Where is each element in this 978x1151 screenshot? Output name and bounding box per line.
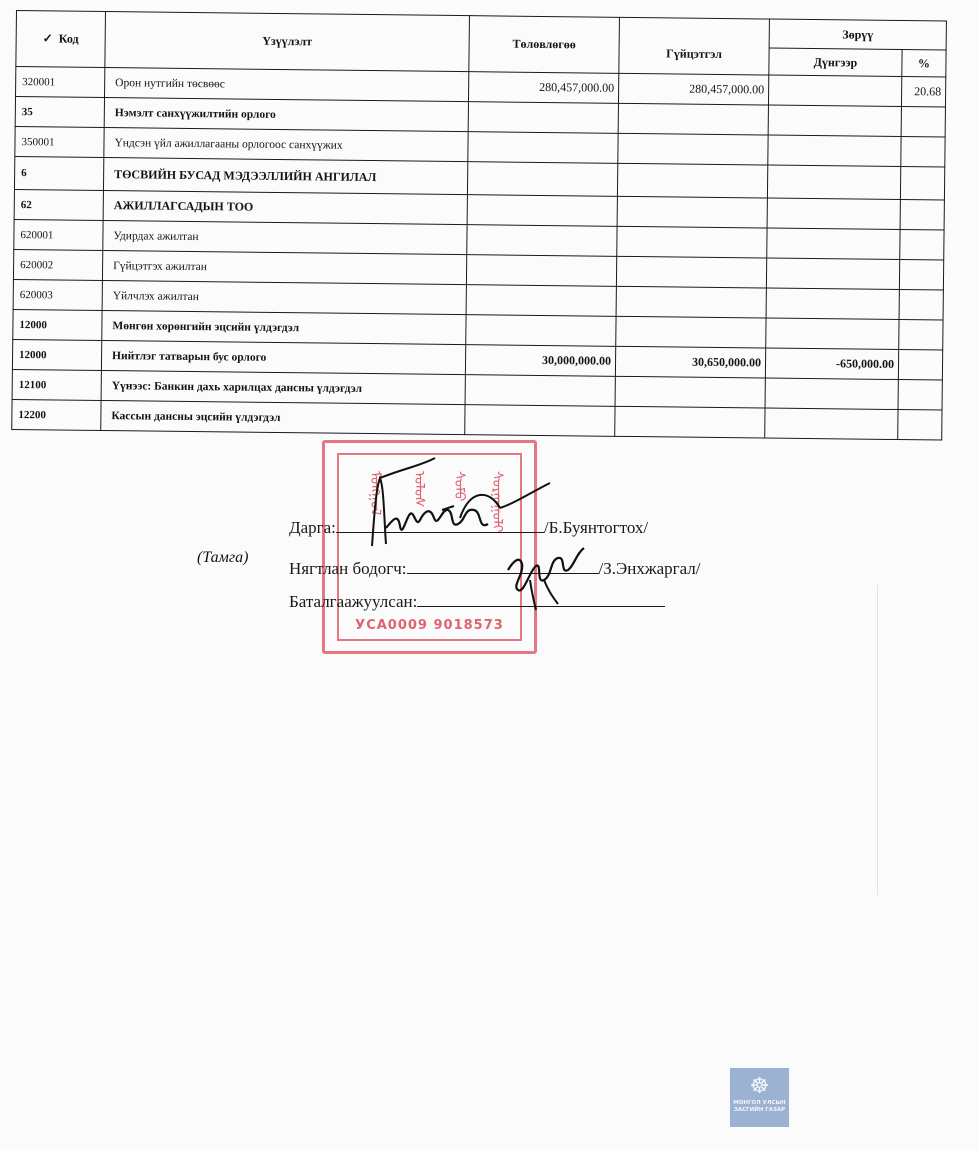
director-signature-line	[289, 516, 648, 538]
cell-actual: 30,650,000.00	[615, 346, 765, 378]
cell-description: Кассын дансны эцсийн үлдэгдэл	[101, 400, 465, 434]
cell-percent	[900, 200, 944, 230]
cell-code: 620002	[13, 249, 102, 280]
cell-percent	[901, 107, 945, 137]
cell-plan: 30,000,000.00	[465, 345, 615, 377]
cell-description: Нийтлэг татварын бус орлого	[101, 340, 465, 374]
stamp-script-column: ᠰᠤᠮᠤ	[451, 471, 467, 502]
soyombo-icon: ☸	[749, 1074, 770, 1099]
cell-percent	[899, 290, 943, 320]
cell-actual	[617, 163, 767, 198]
cell-actual	[615, 406, 765, 438]
cell-actual	[617, 226, 767, 258]
accountant-signature-line	[289, 557, 701, 579]
header-balance: Дүнгээр	[769, 48, 902, 77]
check-mark-icon: ✓	[42, 31, 53, 46]
cell-percent	[900, 167, 944, 200]
stamp-script-column: ᠮᠣᠩᠭᠣᠯ	[367, 471, 383, 516]
cell-percent	[901, 137, 945, 167]
cell-percent	[898, 410, 942, 440]
verified-label: Баталгаажуулсан:	[289, 592, 418, 611]
cell-balance	[766, 258, 899, 290]
header-actual: Гүйцэтгэл	[619, 17, 770, 75]
cell-actual	[617, 196, 767, 228]
verification-line	[289, 590, 665, 612]
cell-plan	[466, 285, 616, 317]
cell-plan	[466, 255, 616, 287]
stamp-note: (Тамга)	[197, 549, 249, 566]
cell-plan	[465, 375, 615, 407]
cell-plan	[466, 315, 616, 347]
cell-actual: 280,457,000.00	[618, 73, 768, 105]
cell-balance	[768, 135, 901, 167]
cell-code: 12200	[12, 399, 101, 430]
signature-underline	[407, 557, 599, 574]
cell-code: 350001	[15, 126, 104, 157]
stamp-script-column: ᠤᠯᠤᠰ	[411, 471, 427, 508]
cell-percent: 20.68	[901, 77, 945, 107]
table-body	[12, 67, 946, 441]
cell-code: 12100	[12, 369, 101, 400]
director-name: /Б.Буянтогтох/	[543, 518, 649, 537]
cell-plan	[468, 132, 618, 164]
header-code: ✓ Код	[16, 11, 106, 68]
cell-plan	[467, 225, 617, 257]
cell-code: 620003	[13, 279, 102, 310]
cell-actual	[616, 256, 766, 288]
signature-underline	[336, 516, 544, 533]
cell-balance	[766, 288, 899, 320]
cell-description: АЖИЛЛАГСАДЫН ТОО	[103, 191, 467, 225]
official-stamp	[322, 440, 537, 654]
cell-description: Гүйцэтгэх ажилтан	[102, 250, 466, 284]
cell-actual	[615, 376, 765, 408]
cell-balance	[766, 318, 899, 350]
cell-description: Үйлчлэх ажилтан	[102, 280, 466, 314]
director-label: Дарга:	[289, 518, 336, 537]
cell-percent	[898, 350, 942, 380]
cell-balance	[767, 165, 900, 200]
cell-code: 6	[14, 156, 103, 190]
cell-percent	[898, 380, 942, 410]
header-percent: %	[902, 50, 946, 77]
cell-code: 320001	[16, 67, 105, 98]
cell-percent	[899, 320, 943, 350]
cell-plan: 280,457,000.00	[468, 72, 618, 104]
header-description: Үзүүлэлт	[105, 12, 470, 72]
budget-report-sheet	[11, 10, 946, 441]
cell-code: 12000	[13, 309, 102, 340]
government-logo	[730, 1068, 789, 1127]
cell-description: Үүнээс: Банкин дахь харилцах дансны үлдэгдэл	[101, 370, 465, 404]
cell-description: Үндсэн үйл ажиллагааны орлогоос санхүүжих	[104, 128, 468, 162]
cell-actual	[618, 103, 768, 135]
cell-code: 12000	[12, 339, 101, 370]
cell-percent	[900, 230, 944, 260]
cell-balance	[767, 198, 900, 230]
cell-plan	[467, 162, 617, 197]
logo-caption-line1: МОНГОЛ УЛСЫН	[733, 1100, 786, 1106]
cell-actual	[616, 316, 766, 348]
cell-description: Мөнгөн хөрөнгийн эцсийн үлдэгдэл	[102, 310, 466, 344]
scan-edge-line	[877, 585, 878, 895]
cell-plan	[468, 102, 618, 134]
signature-underline	[417, 590, 665, 607]
cell-plan	[465, 405, 615, 437]
stamp-script-column: ᠰᠤᠷᠭᠠᠭᠤᠯᠢ	[489, 471, 505, 533]
accountant-label: Нягтлан бодогч:	[289, 559, 407, 578]
budget-table	[11, 10, 947, 441]
header-difference: Зөрүү	[769, 19, 946, 50]
logo-caption-line2: ЗАСГИЙН ГАЗАР	[733, 1107, 786, 1113]
cell-balance	[765, 408, 898, 440]
cell-code: 62	[14, 189, 103, 220]
cell-description: Орон нутгийн төсвөөс	[105, 68, 469, 102]
cell-balance	[768, 105, 901, 137]
stamp-code: УСА0009 9018573	[355, 618, 504, 633]
cell-description: ТӨСВИЙН БУСАД МЭДЭЭЛЛИЙН АНГИЛАЛ	[103, 158, 467, 195]
cell-plan	[467, 195, 617, 227]
cell-balance	[768, 75, 901, 107]
cell-code: 35	[15, 97, 104, 128]
cell-actual	[618, 133, 768, 165]
cell-percent	[899, 260, 943, 290]
cell-code: 620001	[14, 219, 103, 250]
cell-description: Удирдах ажилтан	[103, 221, 467, 255]
cell-balance	[767, 228, 900, 260]
cell-balance: -650,000.00	[765, 348, 898, 380]
header-plan: Төлөвлөгөө	[469, 16, 620, 74]
cell-balance	[765, 378, 898, 410]
cell-description: Нэмэлт санхүүжилтийн орлого	[104, 98, 468, 132]
cell-actual	[616, 286, 766, 318]
accountant-name: /З.Энхжаргал/	[598, 559, 701, 578]
